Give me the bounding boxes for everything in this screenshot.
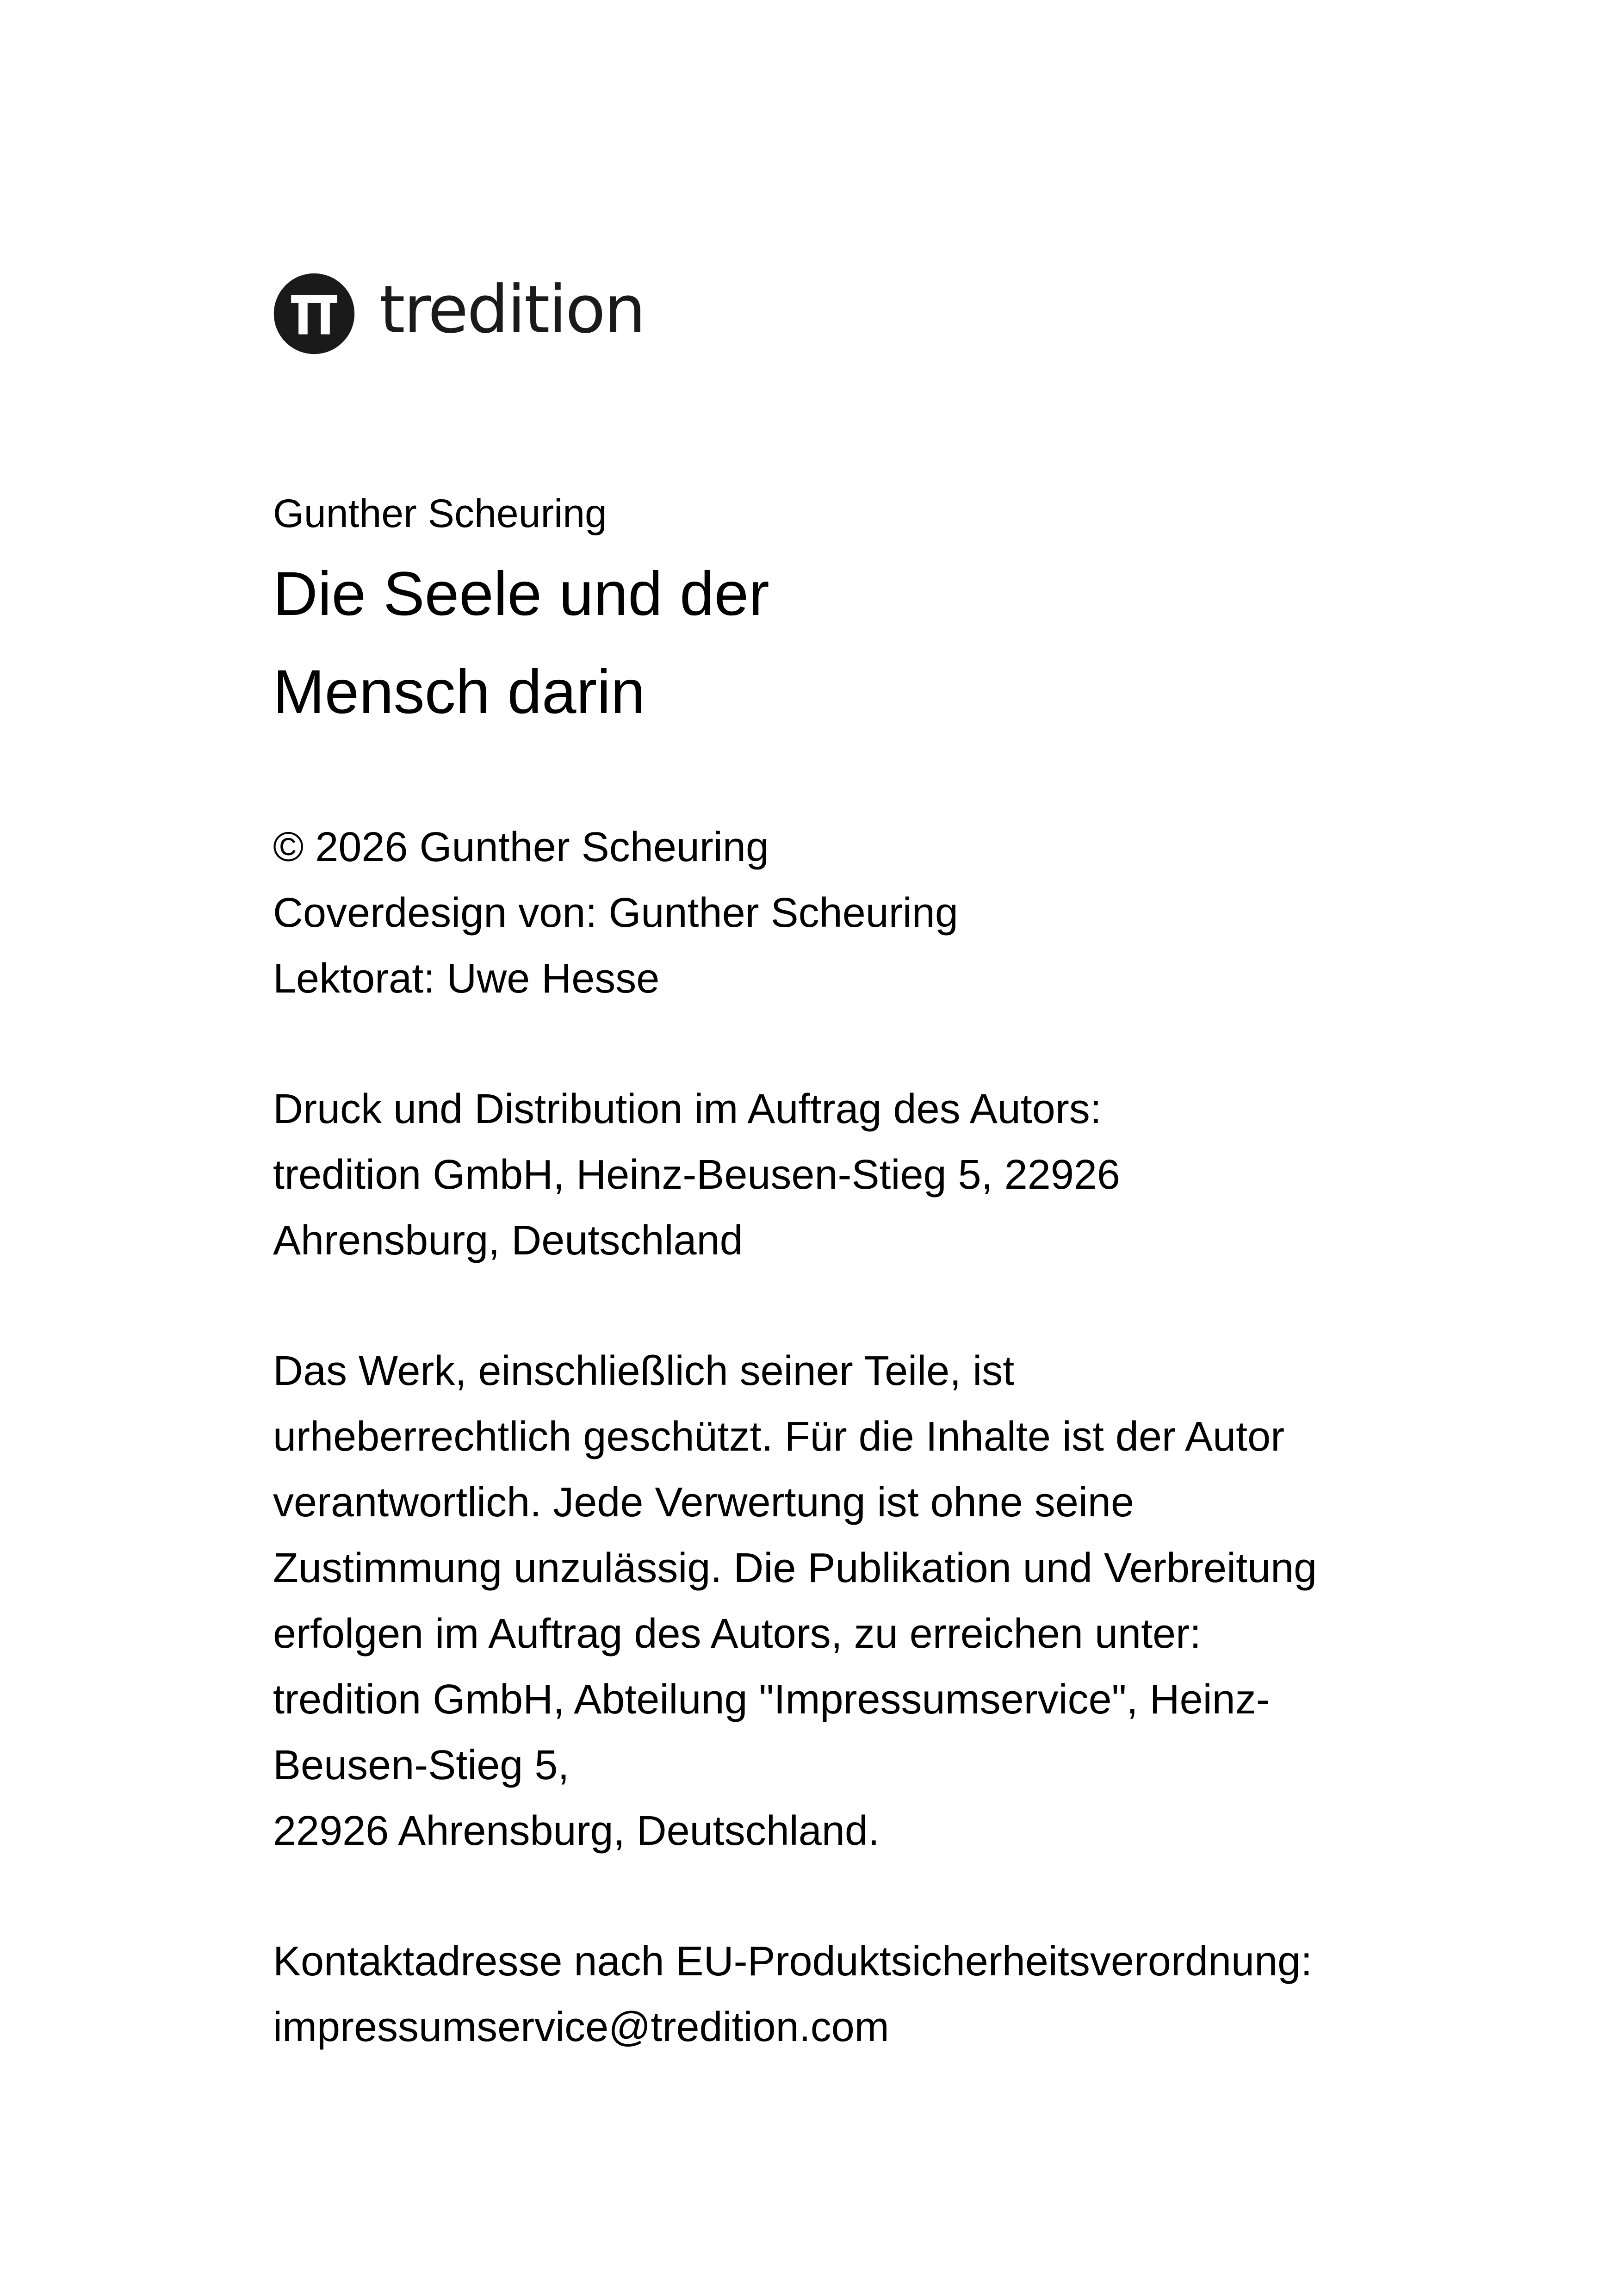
printing-line: Ahrensburg, Deutschland: [273, 1217, 743, 1264]
legal-line: tredition GmbH, Abteilung "Impressumservice", Heinz-: [273, 1676, 1270, 1723]
logo-wordmark: tredition: [379, 272, 645, 348]
legal-notice-block: [273, 1338, 1360, 1864]
contact-block: [273, 1929, 1360, 2060]
legal-line: Das Werk, einschließlich seiner Teile, ist: [273, 1348, 1015, 1394]
book-author: Gunther Scheuring: [273, 491, 607, 536]
legal-line: Beusen-Stieg 5,: [273, 1742, 570, 1788]
copyright-line: © 2026 Gunther Scheuring: [273, 824, 769, 870]
contact-email: impressumservice@tredition.com: [273, 2004, 889, 2050]
credits-block: [273, 814, 1360, 1011]
legal-line: Zustimmung unzulässig. Die Publikation und Verbreitung: [273, 1545, 1317, 1591]
contact-label: Kontaktadresse nach EU-Produktsicherheitsverordnung:: [273, 1938, 1313, 1985]
legal-line: 22926 Ahrensburg, Deutschland.: [273, 1808, 880, 1854]
editing-line: Lektorat: Uwe Hesse: [273, 956, 660, 1002]
tredition-logo-icon: [273, 273, 355, 355]
printing-block: [273, 1076, 1360, 1273]
imprint-content: [273, 486, 1360, 2060]
cover-design-line: Coverdesign von: Gunther Scheuring: [273, 890, 958, 936]
legal-line: verantwortlich. Jede Verwertung ist ohne seine: [273, 1479, 1134, 1526]
legal-line: urheberrechtlich geschützt. Für die Inhalte ist der Autor: [273, 1414, 1285, 1460]
publisher-logo: [273, 272, 645, 355]
legal-line: erfolgen im Auftrag des Autors, zu erreichen unter:: [273, 1611, 1202, 1657]
title-line: Mensch darin: [273, 658, 645, 726]
printing-line: tredition GmbH, Heinz-Beusen-Stieg 5, 22926: [273, 1152, 1120, 1198]
title-line: Die Seele und der: [273, 559, 769, 628]
printing-line: Druck und Distribution im Auftrag des Autors:: [273, 1086, 1102, 1132]
book-title: [273, 545, 1360, 741]
